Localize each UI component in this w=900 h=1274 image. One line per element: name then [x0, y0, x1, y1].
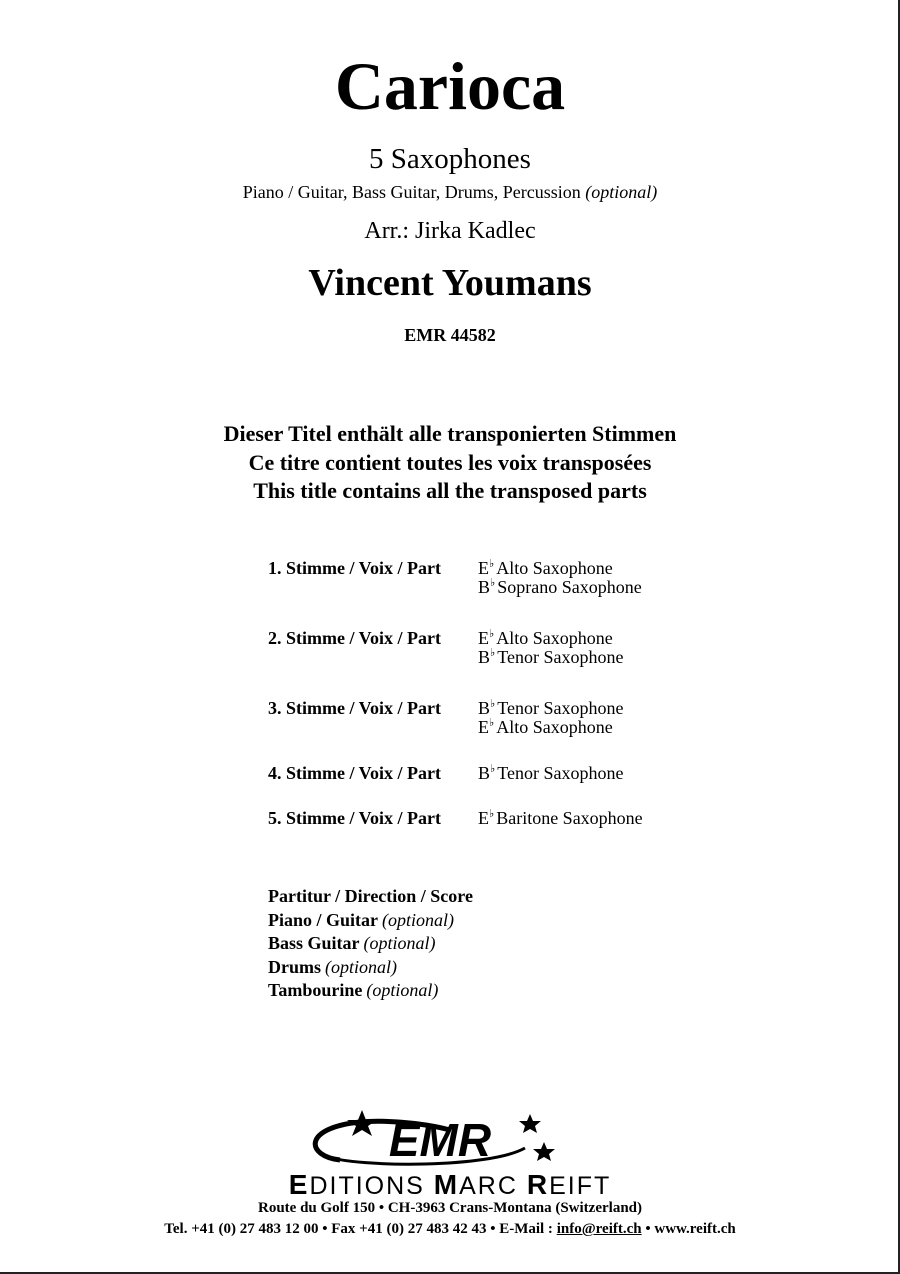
contact-website[interactable]: • www.reift.ch: [641, 1221, 736, 1237]
part-instruments: [478, 809, 643, 828]
publisher-name: [0, 1171, 900, 1200]
flat-icon: ♭: [489, 808, 495, 820]
additional-part-name: Tambourine: [268, 980, 363, 1000]
instrument-key: E: [478, 628, 489, 648]
composer-name: Vincent Youmans: [308, 262, 592, 304]
logo-star-right-bottom: [533, 1142, 555, 1161]
catalog-number: EMR 44582: [404, 325, 496, 345]
part-label: 4. Stimme / Voix / Part: [268, 763, 441, 783]
part-label: 2. Stimme / Voix / Part: [268, 628, 441, 648]
publisher-initial: E: [288, 1169, 310, 1200]
additional-part-name: Bass Guitar: [268, 933, 360, 953]
part-instrument: [478, 559, 642, 578]
part-instruments: [478, 699, 623, 737]
flat-icon: ♭: [490, 763, 496, 775]
additional-part: [268, 909, 473, 933]
publisher-word: DITIONS: [309, 1172, 434, 1200]
instrument-key: E: [478, 808, 489, 828]
publisher-word: ARC: [459, 1172, 527, 1200]
additional-part: [268, 932, 473, 956]
part-instrument: [478, 699, 623, 718]
part-label: 5. Stimme / Voix / Part: [268, 808, 441, 828]
publisher-initial: M: [433, 1169, 460, 1200]
additional-part: [268, 885, 473, 909]
instrument-key: E: [478, 558, 489, 578]
part-instruments: [478, 559, 642, 597]
additional-part-optional: (optional): [325, 956, 397, 977]
emr-logo: [300, 1108, 570, 1172]
additional-part-name: Partitur / Direction / Score: [268, 886, 473, 906]
part-instrument: [478, 648, 623, 667]
instrument-name: Soprano Saxophone: [497, 577, 642, 597]
instrument-name: Tenor Saxophone: [497, 647, 624, 667]
contact-phone-fax: Tel. +41 (0) 27 483 12 00 • Fax +41 (0) 27 483 42 43 • E-Mail :: [164, 1221, 557, 1237]
notice-french: Ce titre contient toutes les voix transposées: [248, 449, 652, 475]
part-instrument: [478, 629, 623, 648]
ensemble-subtitle: 5 Saxophones: [369, 143, 531, 175]
flat-icon: ♭: [489, 717, 495, 729]
logo-star-right-top: [519, 1114, 541, 1133]
flat-icon: ♭: [490, 647, 496, 659]
logo-star-left: [347, 1110, 377, 1136]
transposed-parts-notice: [0, 420, 900, 506]
part-instruments: [478, 764, 623, 783]
publisher-word: EIFT: [549, 1172, 612, 1200]
part-label: 3. Stimme / Voix / Part: [268, 698, 441, 718]
instrument-key: B: [478, 698, 491, 718]
instrument-name: Tenor Saxophone: [497, 763, 624, 783]
additional-part-name: Piano / Guitar: [268, 909, 379, 930]
instrumentation-optional: (optional): [585, 182, 658, 202]
notice-english: This title contains all the transposed parts: [253, 478, 647, 503]
additional-part-optional: (optional): [382, 909, 455, 930]
instrumentation-line: [0, 181, 900, 203]
publisher-address: Route du Golf 150 • CH-3963 Crans-Montana (Switzerland): [258, 1200, 642, 1216]
instrument-key: B: [478, 577, 491, 597]
instrumentation-text: Piano / Guitar, Bass Guitar, Drums, Percussion: [242, 182, 581, 202]
part-instrument: [478, 809, 643, 828]
instrument-name: Baritone Saxophone: [496, 808, 643, 828]
piece-title: Carioca: [334, 48, 566, 124]
instrument-key: E: [478, 717, 489, 737]
instrument-key: B: [478, 763, 491, 783]
instrument-name: Alto Saxophone: [496, 717, 613, 737]
instrument-name: Alto Saxophone: [496, 628, 613, 648]
email-link[interactable]: info@reift.ch: [556, 1221, 642, 1237]
additional-part: [268, 979, 473, 1003]
part-instrument: [478, 764, 623, 783]
additional-part: [268, 956, 473, 980]
additional-part-optional: (optional): [363, 933, 436, 953]
instrument-name: Alto Saxophone: [496, 558, 613, 578]
part-instrument: [478, 718, 623, 737]
additional-part-name: Drums: [268, 956, 321, 977]
flat-icon: ♭: [490, 698, 496, 710]
additional-parts-list: [268, 885, 473, 1003]
additional-part-optional: (optional): [366, 980, 439, 1000]
arranger-credit: Arr.: Jirka Kadlec: [364, 218, 536, 244]
publisher-contact: [0, 1220, 900, 1238]
part-label: 1. Stimme / Voix / Part: [268, 558, 441, 578]
part-instruments: [478, 629, 623, 667]
logo-text: EMR: [388, 1114, 492, 1166]
part-instrument: [478, 578, 642, 597]
instrument-key: B: [478, 647, 491, 667]
flat-icon: ♭: [489, 628, 495, 640]
instrument-name: Tenor Saxophone: [497, 698, 624, 718]
notice-german: Dieser Titel enthält alle transponierten Stimmen: [223, 421, 677, 446]
publisher-initial: R: [526, 1169, 550, 1200]
flat-icon: ♭: [489, 558, 495, 570]
flat-icon: ♭: [490, 577, 496, 589]
